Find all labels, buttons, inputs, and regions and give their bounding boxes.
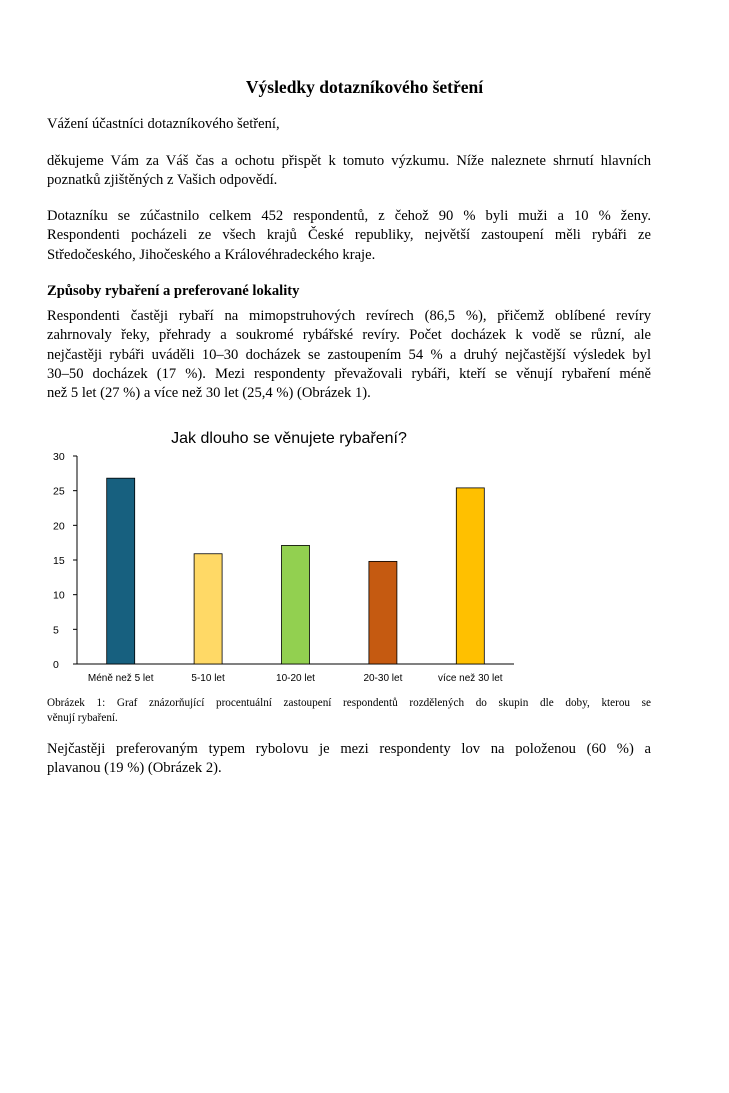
- document-title: Výsledky dotazníkového šetření: [245, 77, 484, 97]
- section-line-1: Respondenti častěji rybaří na mimopstruhových revírech (86,5 %), přičemž oblíbené revíry: [47, 308, 651, 324]
- bar: [369, 561, 397, 664]
- caption-line-1: Obrázek 1: Graf znázorňující procentuální zastoupení respondentů rozdělených do skupin dle doby, kterou se: [47, 697, 651, 709]
- y-tick-label: 20: [53, 520, 65, 533]
- section-heading: Způsoby rybaření a preferované lokality: [47, 283, 300, 299]
- closing-paragraph: [47, 740, 651, 779]
- bar: [194, 554, 222, 664]
- y-tick-label: 25: [53, 485, 65, 498]
- section-line-4: 30–50 docházek (17 %). Mezi respondenty převažovali rybáři, kteří se věnují rybaření méně: [47, 365, 651, 382]
- y-tick-label: 30: [53, 451, 65, 463]
- intro-line-2: poznatků zjištěných z Vašich odpovědí.: [47, 172, 278, 189]
- x-category-label: 10-20 let: [276, 673, 315, 684]
- respondents-paragraph: [47, 207, 651, 265]
- y-tick-label: 15: [53, 555, 65, 567]
- greeting-line: Vážení účastníci dotazníkového šetření,: [47, 116, 280, 132]
- respondents-line-1: Dotazníku se zúčastnilo celkem 452 respondentů, z čehož 90 % byli muži a 10 % ženy.: [47, 208, 651, 224]
- x-axis-labels: [88, 673, 503, 684]
- y-tick-label: 10: [53, 589, 65, 602]
- bar: [456, 488, 484, 664]
- x-category-label: Méně než 5 let: [87, 673, 154, 684]
- closing-line-2: plavanou (19 %) (Obrázek 2).: [47, 760, 222, 777]
- closing-line-1: Nejčastěji preferovaným typem rybolovu je mezi respondenty lov na položenou (60 %) a: [47, 741, 651, 757]
- section-paragraph: [47, 307, 651, 403]
- bar: [282, 545, 310, 664]
- bar: [107, 478, 135, 664]
- y-tick-label: 0: [53, 659, 59, 671]
- intro-line-1: děkujeme Vám za Váš čas a ochotu přispět k tomuto výzkumu. Níže naleznete shrnutí hlavních: [47, 153, 651, 169]
- section-line-3: nejčastěji rybáři uváděli 10–30 docházek se zastoupením 54 % a druhý nejčastější výsledek byl: [47, 346, 651, 363]
- section-line-2: zahrnovaly řeky, přehrady a soukromé rybářské revíry. Počet docházek k vodě se různí, ale: [47, 327, 651, 344]
- respondents-line-2: Respondenti pocházeli ze všech krajů České republiky, největší zastoupení měli rybáři ze: [47, 227, 651, 244]
- bar-chart: [40, 418, 530, 690]
- figure-caption: [47, 696, 651, 725]
- bars-group: [107, 478, 485, 664]
- chart-title: Jak dlouho se věnujete rybaření?: [171, 430, 407, 447]
- x-category-label: více než 30 let: [438, 673, 503, 684]
- respondents-line-3: Středočeského, Jihočeského a Královéhradeckého kraje.: [47, 246, 376, 263]
- y-axis-ticks: [53, 451, 77, 671]
- section-line-5: než 5 let (27 %) a více než 30 let (25,4 %) (Obrázek 1).: [47, 385, 371, 402]
- caption-line-2: věnují rybaření.: [47, 711, 118, 724]
- x-category-label: 5-10 let: [191, 673, 225, 684]
- intro-paragraph: [47, 152, 651, 191]
- greeting-paragraph: [47, 115, 651, 134]
- x-category-label: 20-30 let: [363, 673, 403, 684]
- y-tick-label: 5: [53, 624, 59, 637]
